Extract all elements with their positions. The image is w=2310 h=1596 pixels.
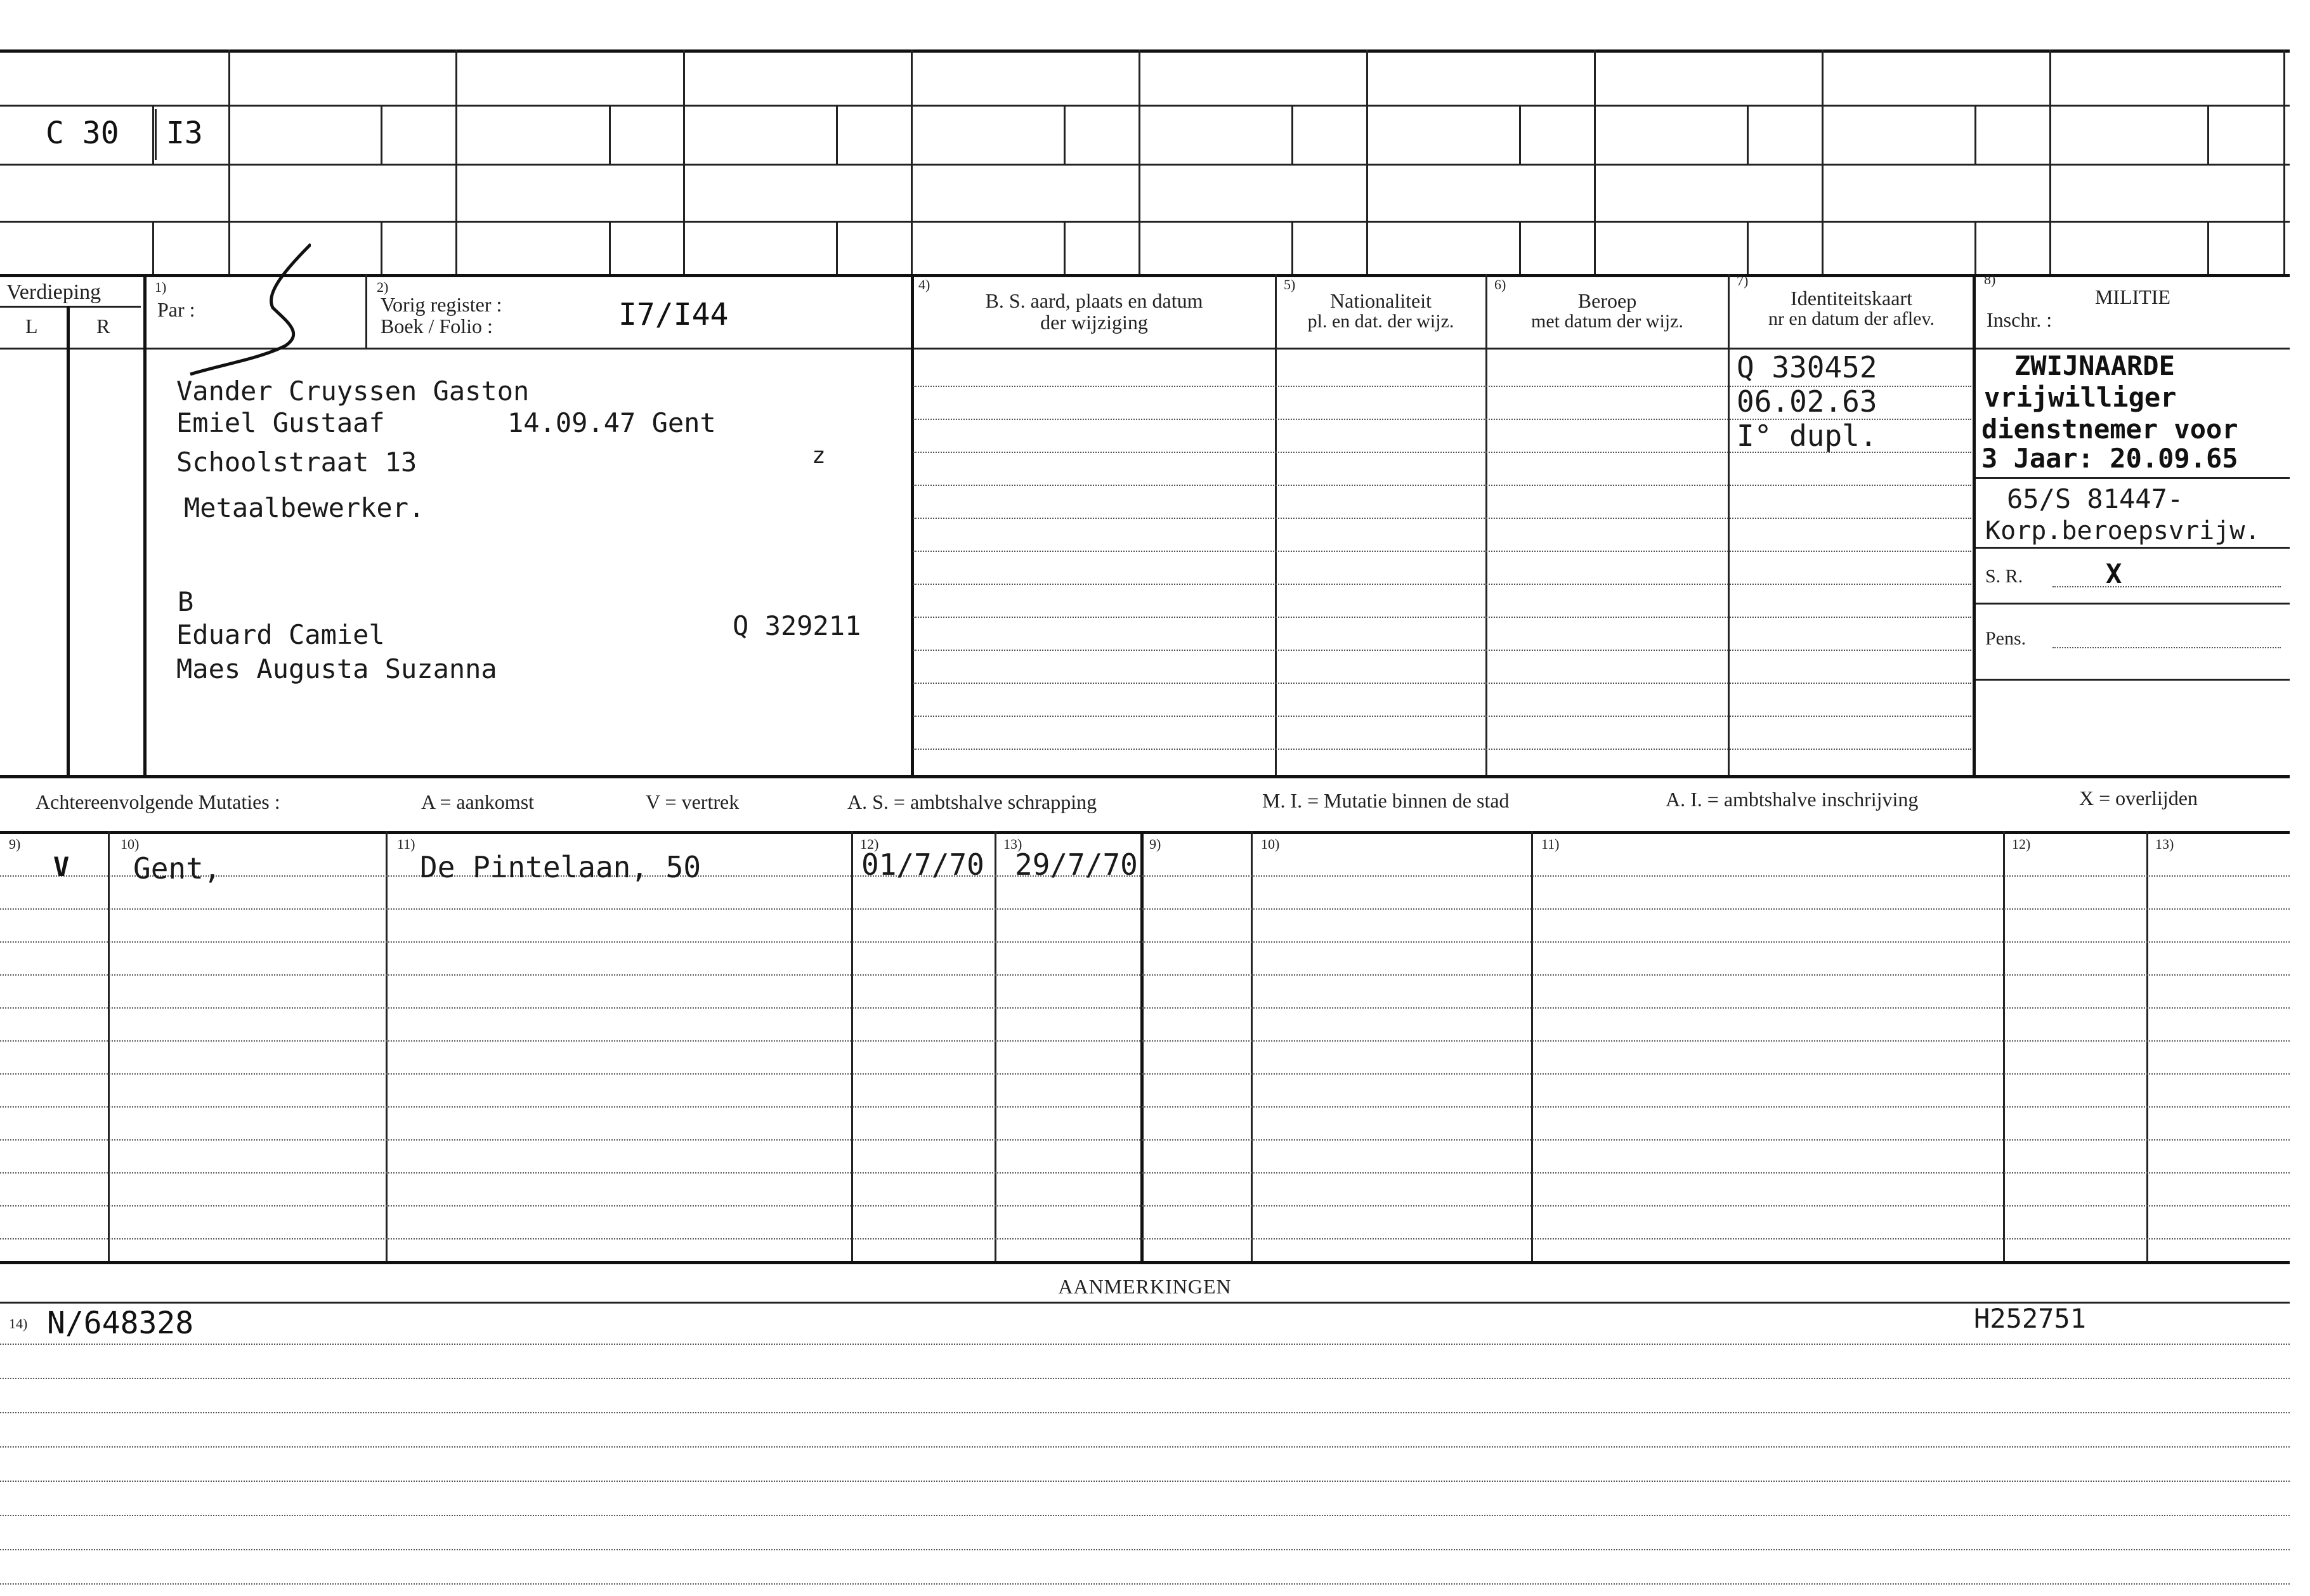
person-profession: Metaalbewerker. xyxy=(184,492,425,523)
verdieping-label: Verdieping xyxy=(6,280,101,304)
legend-ai: A. I. = ambtshalve inschrijving xyxy=(1666,788,1919,811)
person-mark: z xyxy=(812,443,826,469)
col5-line1: Nationaliteit xyxy=(1330,289,1432,312)
legend-mi: M. I. = Mutatie binnen de stad xyxy=(1262,789,1510,812)
col4-line2: der wijziging xyxy=(1040,311,1148,334)
legend-a: A = aankomst xyxy=(421,790,535,813)
person-name: Vander Cruyssen Gaston xyxy=(176,376,530,407)
col6-num: 6) xyxy=(1494,277,1506,292)
militia-term: 3 Jaar: 20.09.65 xyxy=(1981,443,2238,474)
col6-line2: met datum der wijz. xyxy=(1531,311,1683,332)
vorig-label: Vorig register : xyxy=(381,293,502,316)
mutation-address: De Pintelaan, 50 xyxy=(420,850,701,884)
person-mother: Maes Augusta Suzanna xyxy=(176,653,497,684)
col-num-11: 11) xyxy=(397,836,415,852)
hand-scribble xyxy=(184,238,311,377)
mutation-date-1: 01/7/70 xyxy=(861,847,984,882)
remarks-title: AANMERKINGEN xyxy=(1058,1275,1232,1298)
col-num-9: 9) xyxy=(9,836,21,852)
mutation-place: Gent, xyxy=(133,851,221,886)
person-other-id: Q 329211 xyxy=(733,610,861,641)
col-num-13b: 13) xyxy=(2155,836,2174,852)
col4-line1: B. S. aard, plaats en datum xyxy=(985,289,1203,312)
r-label: R xyxy=(96,315,110,337)
col-num-10b: 10) xyxy=(1261,836,1280,852)
code-a: C 30 xyxy=(46,115,119,151)
identity-duplicate: I° dupl. xyxy=(1737,419,1877,453)
mutation-date-2: 29/7/70 xyxy=(1015,847,1138,882)
militia-enlistment: dienstnemer voor xyxy=(1981,414,2238,445)
remarks-ref: H252751 xyxy=(1974,1303,2087,1334)
militia-rank: Korp.beroepsvrijw. xyxy=(1985,516,2261,546)
legend-x: X = overlijden xyxy=(2079,787,2198,809)
legend-as: A. S. = ambtshalve schrapping xyxy=(847,790,1097,813)
militie-title: MILITIE xyxy=(2094,285,2171,308)
militia-number: 65/S 81447- xyxy=(2007,483,2184,514)
person-given-names: Emiel Gustaaf xyxy=(176,407,385,438)
col7-num: 7) xyxy=(1737,273,1749,289)
boek-value: I7/I44 xyxy=(618,297,729,332)
boek-label: Boek / Folio : xyxy=(381,315,493,337)
code-b: I3 xyxy=(166,115,203,151)
legend-v: V = vertrek xyxy=(646,790,740,813)
person-father: Eduard Camiel xyxy=(176,619,385,650)
sr-label: S. R. xyxy=(1985,566,2023,587)
col-num-13: 13) xyxy=(1003,836,1022,852)
col7-line1: Identiteitskaart xyxy=(1791,287,1912,310)
col4-num: 4) xyxy=(918,277,930,292)
militia-place: ZWIJNAARDE xyxy=(2014,350,2175,381)
militia-volunteer: vrijwilliger xyxy=(1984,382,2177,413)
sr-value: X xyxy=(2106,558,2122,589)
col7-line2: nr en datum der aflev. xyxy=(1768,308,1935,329)
col-num-11b: 11) xyxy=(1541,836,1560,852)
l-label: L xyxy=(25,315,38,337)
remarks-num: 14) xyxy=(9,1316,28,1331)
vorig-num: 2) xyxy=(377,279,389,295)
par-label: Par : xyxy=(157,298,195,321)
person-birth: 14.09.47 Gent xyxy=(507,407,716,438)
col6-line1: Beroep xyxy=(1577,289,1637,312)
col-num-10: 10) xyxy=(121,836,140,852)
mutation-type: V xyxy=(53,851,70,882)
inschr-label: Inschr. : xyxy=(1987,308,2052,331)
col5-line2: pl. en dat. der wijz. xyxy=(1307,311,1454,332)
par-num: 1) xyxy=(155,279,167,295)
col-num-12b: 12) xyxy=(2012,836,2031,852)
person-status: B xyxy=(178,586,194,617)
identity-number: Q 330452 xyxy=(1737,350,1877,384)
col5-num: 5) xyxy=(1284,277,1296,292)
col8-num: 8) xyxy=(1984,271,1996,287)
person-address: Schoolstraat 13 xyxy=(176,447,417,478)
identity-date: 06.02.63 xyxy=(1737,384,1877,419)
legend-title: Achtereenvolgende Mutaties : xyxy=(36,790,280,813)
col-num-12: 12) xyxy=(860,836,879,852)
col-num-9b: 9) xyxy=(1149,836,1161,852)
pens-label: Pens. xyxy=(1985,628,2026,649)
remarks-value: N/648328 xyxy=(47,1305,194,1341)
